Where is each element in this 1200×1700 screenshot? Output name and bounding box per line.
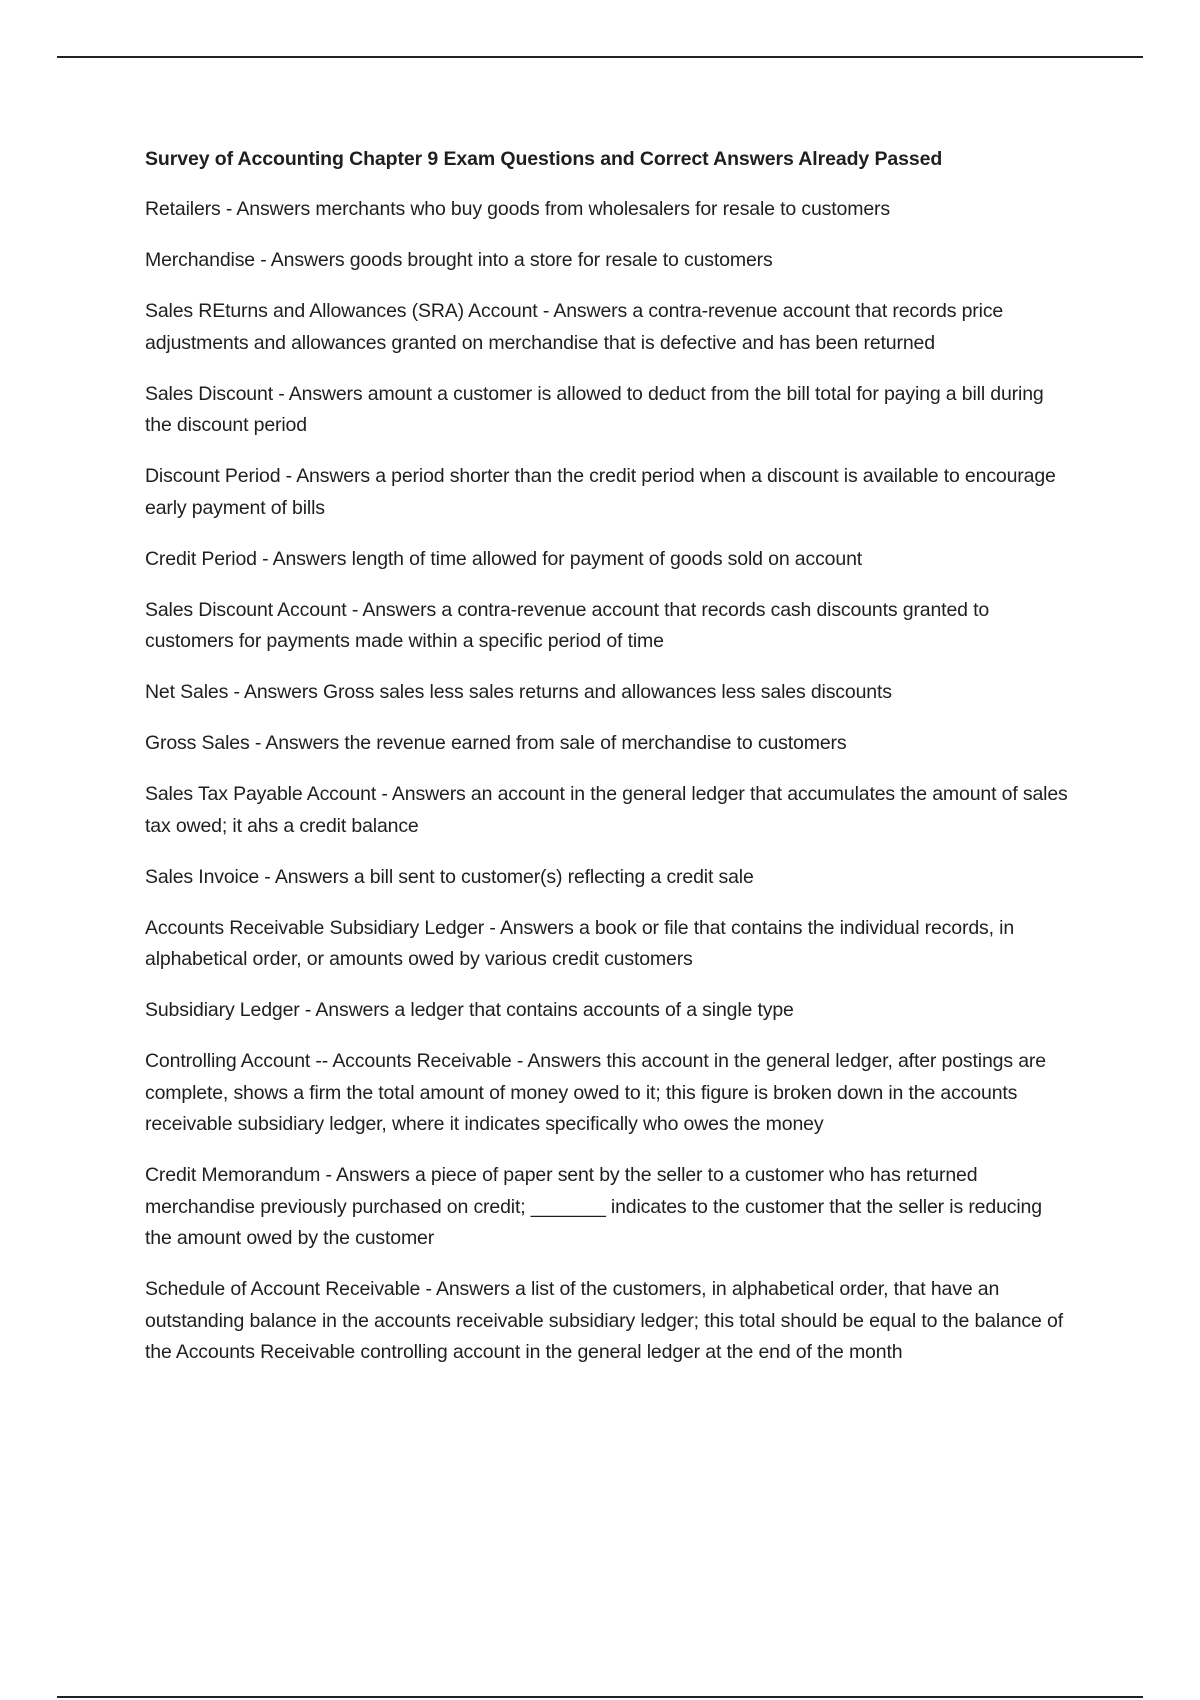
header-rule [57,56,1143,58]
entry-sales-discount-account: Sales Discount Account - Answers a contra-revenue account that records cash discounts granted to customers for payments made within a specific period of time [145,598,990,652]
entry-gross-sales: Gross Sales - Answers the revenue earned from sale of merchandise to customers [145,732,847,754]
entry-net-sales: Net Sales - Answers Gross sales less sales returns and allowances less sales discounts [145,681,892,703]
entry-discount-period: Discount Period - Answers a period shorter than the credit period when a discount is available to encourage early payment of bills [145,465,1056,519]
document-title: Survey of Accounting Chapter 9 Exam Questions and Correct Answers Already Passed [145,148,943,170]
entry-sales-returns-allowances: Sales REturns and Allowances (SRA) Account - Answers a contra-revenue account that records price adjustments and allowances granted on merchandise that is defective and has been returned [145,300,1004,354]
footer-rule [57,1696,1143,1698]
entry-sales-tax-payable: Sales Tax Payable Account - Answers an account in the general ledger that accumulates the amount of sales tax owed; it ahs a credit balance [145,783,1068,837]
entry-ar-subsidiary-ledger: Accounts Receivable Subsidiary Ledger - Answers a book or file that contains the individual records, in alphabetical order, or amounts owed by various credit customers [145,916,1015,970]
entry-controlling-account: Controlling Account -- Accounts Receivable - Answers this account in the general ledger, after postings are complete, shows a firm the total amount of money owed to it; this figure is broken down in the accounts receivable subsidiary ledger, where it indicates specifically who owes the money [145,1050,1046,1135]
entry-credit-period: Credit Period - Answers length of time allowed for payment of goods sold on account [145,547,863,570]
entry-schedule-ar: Schedule of Account Receivable - Answers a list of the customers, in alphabetical order, that have an outstanding balance in the accounts receivable subsidiary ledger; this total should be equal to the balance of the Accounts Receivable controlling account in the general ledger at the end of the month [145,1278,1063,1363]
entry-sales-invoice: Sales Invoice - Answers a bill sent to customer(s) reflecting a credit sale [145,865,754,888]
document-body [145,144,1070,1388]
entry-sales-discount: Sales Discount - Answers amount a customer is allowed to deduct from the bill total for paying a bill during the discount period [145,382,1044,436]
entry-list [145,194,1070,1369]
entry-merchandise: Merchandise - Answers goods brought into a store for resale to customers [145,249,773,271]
entry-retailers: Retailers - Answers merchants who buy goods from wholesalers for resale to customers [145,198,890,220]
entry-credit-memorandum: Credit Memorandum - Answers a piece of paper sent by the seller to a customer who has returned merchandise previously purchased on credit; _______ indicates to the customer that the seller is reducing the amount owed by the customer [145,1164,1042,1249]
entry-subsidiary-ledger: Subsidiary Ledger - Answers a ledger that contains accounts of a single type [145,999,794,1021]
